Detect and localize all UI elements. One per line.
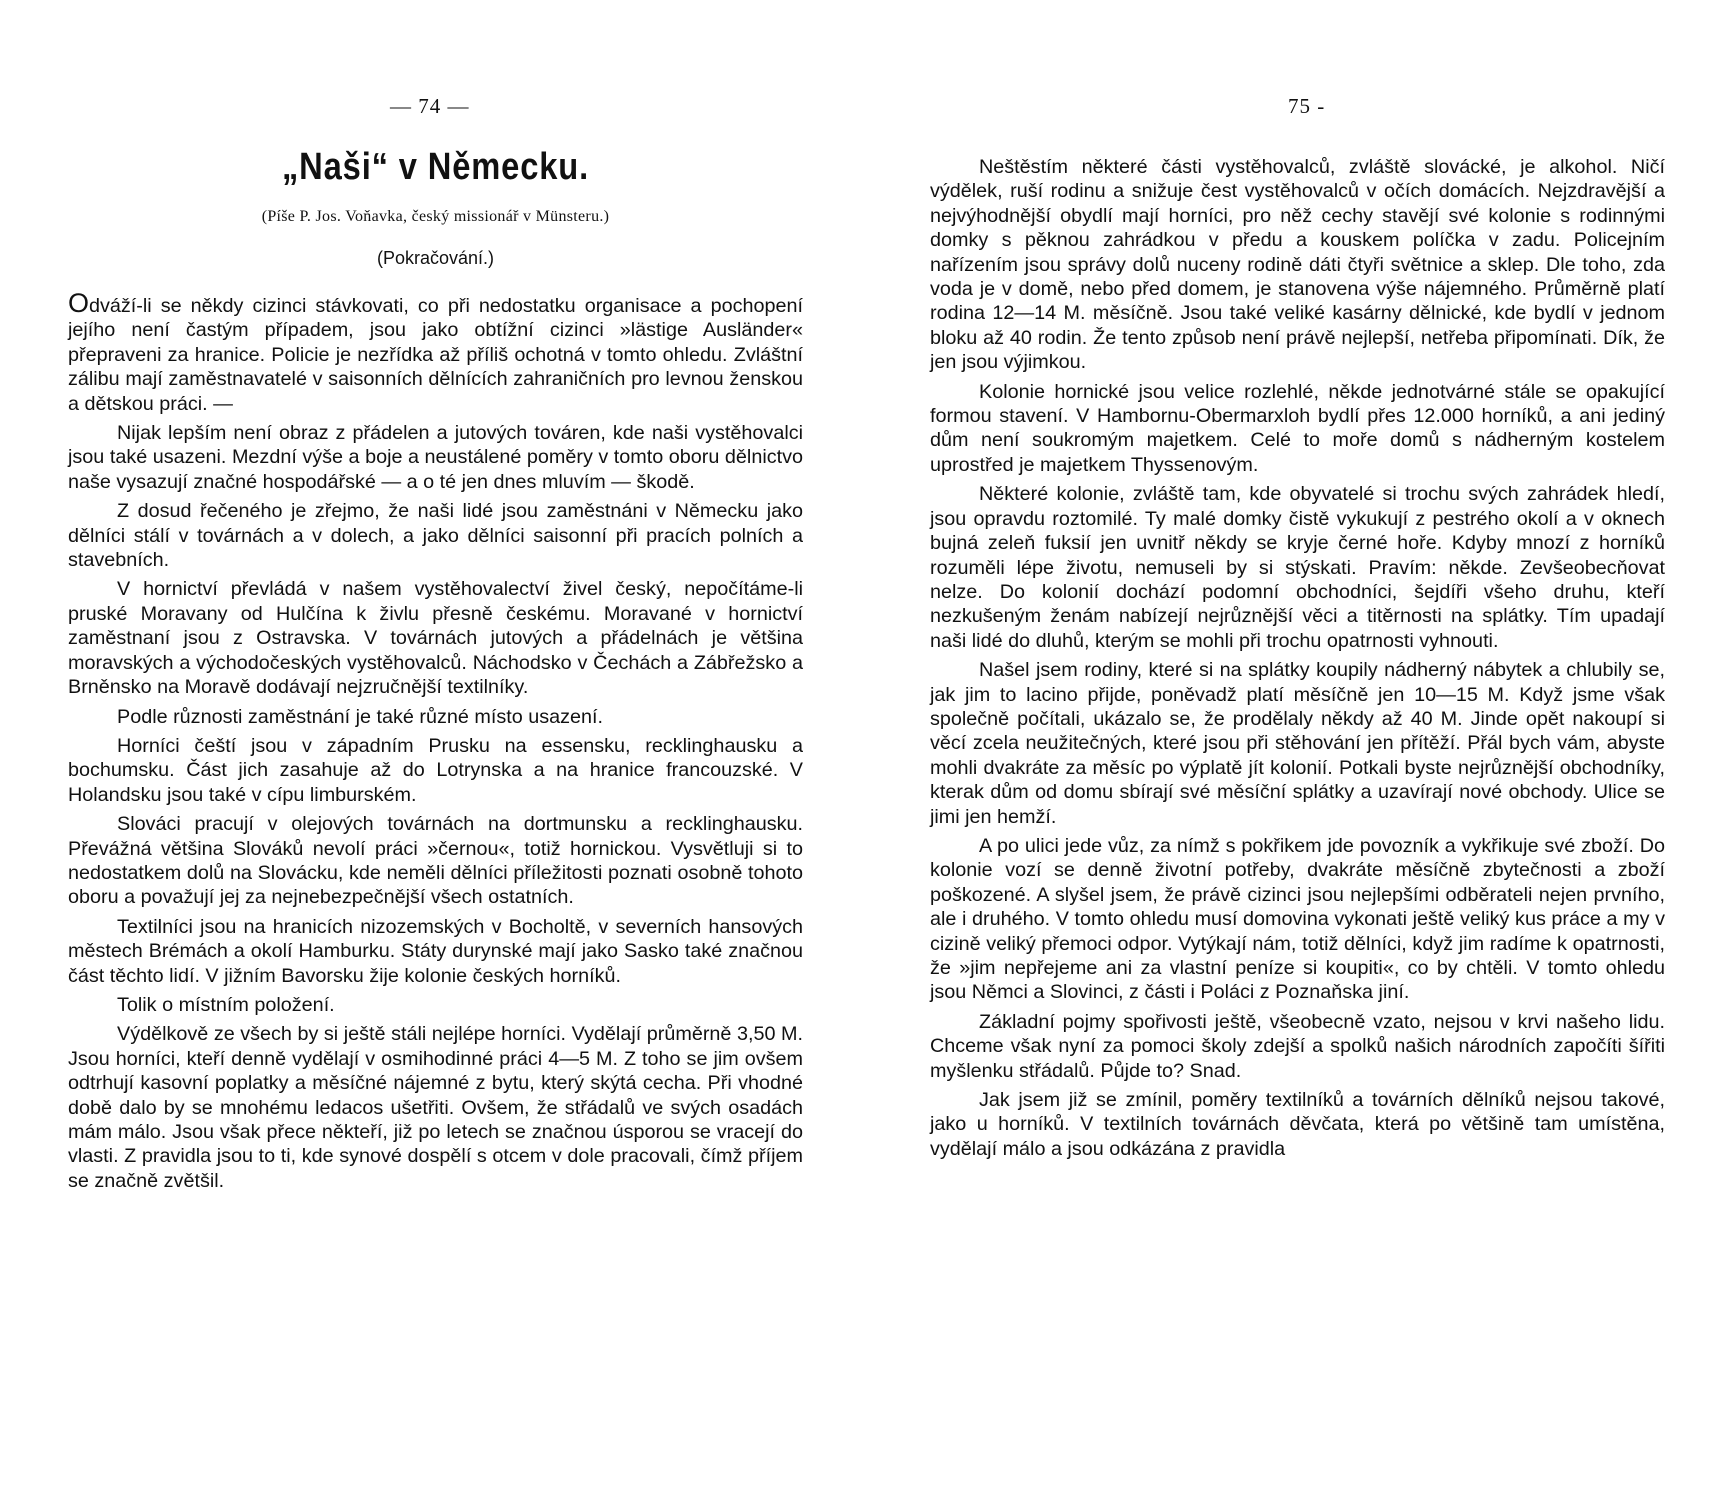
paragraph: Nijak lepším není obraz z přádelen a jutových továren, kde naši vystěhovalci jsou také usazeni. Mezdní výše a boje a neustálené poměry v tomto oboru dělnictvo naše vysazují značné hospodářské — a o té jen dnes mluvím — škodě. bbox=[68, 422, 803, 493]
paragraph: Horníci čeští jsou v západním Prusku na essensku, recklinghausku a bochumsku. Část jich zasahuje až do Lotrynska a na hranice francouzské. V Holandsku jsou také v cípu limburském. bbox=[68, 734, 803, 806]
paragraph: Kolonie hornické jsou velice rozlehlé, někde jednotvárné stále se opakující formou stavení. V Hambornu-Obermarxloh bydlí přes 12.000 horníků, a ani jediný dům není soukromým majetkem. Celé to moře domů s nádherným kostelem uprostřed je majetkem Thyssenovým. bbox=[930, 380, 1665, 476]
paragraph: Základní pojmy spořivosti ještě, všeobecně vzato, nejsou v krvi našeho lidu. Chceme však nyní za pomoci školy zdejší a spolků našich národních započíti šířiti myšlenku střádalů. Půjde to? Snad. bbox=[930, 1010, 1665, 1082]
page-number: 75 - bbox=[1288, 94, 1326, 118]
paragraph: Neštěstím některé části vystěhovalců, zvláště slovácké, je alkohol. Ničí výdělek, ruší rodinu a snižuje čest vystěhovalců v očích domácích. Nejzdravější a nejvýhodnější obydlí mají horníci, pro něž cechy stavějí své kolonie s rodinnými domky s pěknou zahrádkou v předu a kouskem políčka v zadu. Policejním nařízením jsou správy dolů nuceny rodině dáti čtyři světnice a sklep. Dle toho, zda voda je v domě, nebo před domem, je stanovena výše nájemného. Průměrně platí rodina 12—14 M. měsíčně. Jsou také veliké kasárny dělnické, kde bydlí v jednom bloku až 40 rodin. Že tento způsob není právě nejlepší, netřeba připomínati. Dík, že jen jsou výjimkou. bbox=[930, 156, 1665, 374]
paragraph: V hornictví převládá v našem vystěhovalectví živel český, nepočítáme-li pruské Moravany od Hulčína k živlu přesně českému. Moravané v hornictví zaměstnaní jsou z Ostravska. V továrnách jutových a přádelnách je většina moravských a východočeských vystěhovalců. Náchodsko v Čechách a Zábřežsko a Brněnsko na Moravě dodávají nejzručnější textilníky. bbox=[68, 578, 803, 699]
right-page-body bbox=[930, 155, 1665, 1166]
paragraph: Tolik o místním položení. bbox=[117, 993, 335, 1016]
paragraph: Podle různosti zaměstnání je také různé místo usazení. bbox=[117, 705, 603, 728]
paragraph bbox=[68, 288, 803, 416]
paragraph: Některé kolonie, zvláště tam, kde obyvatelé si trochu svých zahrádek hledí, jsou opravdu roztomilé. Ty malé domky čistě vykukují z pestrého okolí a v oknech bujná zeleň fuksií jen uvnitř někdy se kryje černé hoře. Kdyby mnozí z horníků rozuměli lépe životu, nemuseli by si stýskati. Pravím: někde. Zevšeobecňovat nelze. Do kolonií dochází podomní obchodníci, šejdíři všeho druhu, kteří nezkušeným ženám nabízejí nejrůznější věci a titěrnosti na splátky. Tím upadají naši lidé do dluhů, kterým se mohli při trochu opatrnosti vyhnouti. bbox=[930, 483, 1665, 652]
continuation-note: (Pokračování.) bbox=[376, 248, 495, 268]
paragraph: Z dosud řečeného je zřejmo, že naši lidé jsou zaměstnáni v Německu jako dělníci stálí v továrnách a v dolech, a jako dělníci saisonní při pracích polních a stavebních. bbox=[68, 500, 803, 572]
paragraph: A po ulici jede vůz, za nímž s pokřikem jde povozník a vykřikuje své zboží. Do kolonie vozí se denně životní potřeby, dvakráte měsíčně zbytečnosti a zboží poškozené. A slyšel jsem, že právě cizinci jsou nejlepšími odběrateli nejen prvního, ale i druhého. V tomto ohledu musí domovina vykonati ještě veliký kus práce a my v cizině veliký přemoci odpor. Vytýkají nám, totiž dělníci, když jim radíme k opatrnosti, že »jim nepřejeme ani za vlastní peníze si koupiti«, co by chtěli. V tomto ohledu jsou Němci a Slovinci, z části i Poláci z Poznaňska jiní. bbox=[930, 834, 1665, 1004]
article-title: „Naši“ v Německu. bbox=[281, 146, 590, 188]
initial-letter: O bbox=[68, 288, 90, 318]
right-page bbox=[930, 0, 1665, 1500]
paragraph-text: dváží-li se někdy cizinci stávkovati, co při nedostatku organisace a pochopení jejího není častým případem, jsou jako obtížní cizinci »lästige Ausländer« přepraveni za hranice. Policie je nezřídka až příliš ochotná v tomto ohledu. Zvláštní zálibu mají zaměstnavatelé v saisonních dělnících zahraničních pro levnou ženskou a dětskou práci. — bbox=[68, 295, 803, 415]
paragraph: Našel jsem rodiny, které si na splátky koupily nádherný nábytek a chlubily se, jak jim to lacino přijde, poněvadž platí měsíčně jen 10—15 M. Když jsme však společně počítali, ukázalo se, že prodělaly někdy až 40 M. Jinde opět nakoupí si věcí zcela neužitečných, které jsou při stěhování jen přítěží. Přál bych vám, abyste mohli dvakráte za měsíc po výplatě jít kolonií. Potkali byste nejrůznější obchodníky, kterak dům od domu sbírají své měsíční splátky a uzavírají nové obchody. Ulice se jimi jen hemží. bbox=[930, 659, 1665, 828]
page-number: — 74 — bbox=[390, 94, 470, 118]
paragraph: Výdělkově ze všech by si ještě stáli nejlépe horníci. Vydělají průměrně 3,50 M. Jsou horníci, kteří denně vydělají v osmihodinné práci 4—5 M. Z toho se jim ovšem odtrhují kasovní poplatky a měsíčné nájemné z bytu, který skýtá cecha. Při vhodné době dalo by se mnohému ledacos ušetřiti. Ovšem, že střádalů ve svých osadách mám málo. Jsou však přece někteří, již po letech se značnou úsporou se vracejí do vlasti. Z pravidla jsou to ti, kde synové dospělí s otcem v dole pracovali, čímž příjem se značně zvětšil. bbox=[68, 1023, 803, 1192]
author-byline: (Píše P. Jos. Voňavka, český missionář v Münsteru.) bbox=[261, 208, 610, 225]
paragraph: Slováci pracují v olejových továrnách na dortmunsku a recklinghausku. Převážná většina Slováků nevolí práci »černou«, totiž hornickou. Vysvětluji si to nedostatkem dolů na Slovácku, kde neměli dělníci příležitosti poznati osobně tohoto oboru a považují jej za nejnebezpečnější všech ostatních. bbox=[68, 813, 803, 909]
paragraph: Jak jsem již se zmínil, poměry textilníků a továrních dělníků nejsou takové, jako u horníků. V textilních továrnách děvčata, která po většině tam umístěna, vydělají málo a jsou odkázána z pravidla bbox=[930, 1089, 1665, 1160]
left-page bbox=[68, 0, 803, 1500]
left-page-body bbox=[68, 288, 803, 1198]
paragraph: Textilníci jsou na hranicích nizozemských v Bocholtě, v severních hansových městech Brémách a okolí Hamburku. Státy durynské mají jako Sasko také značnou část těchto lidí. V jižním Bavorsku žije kolonie českých horníků. bbox=[68, 915, 803, 987]
